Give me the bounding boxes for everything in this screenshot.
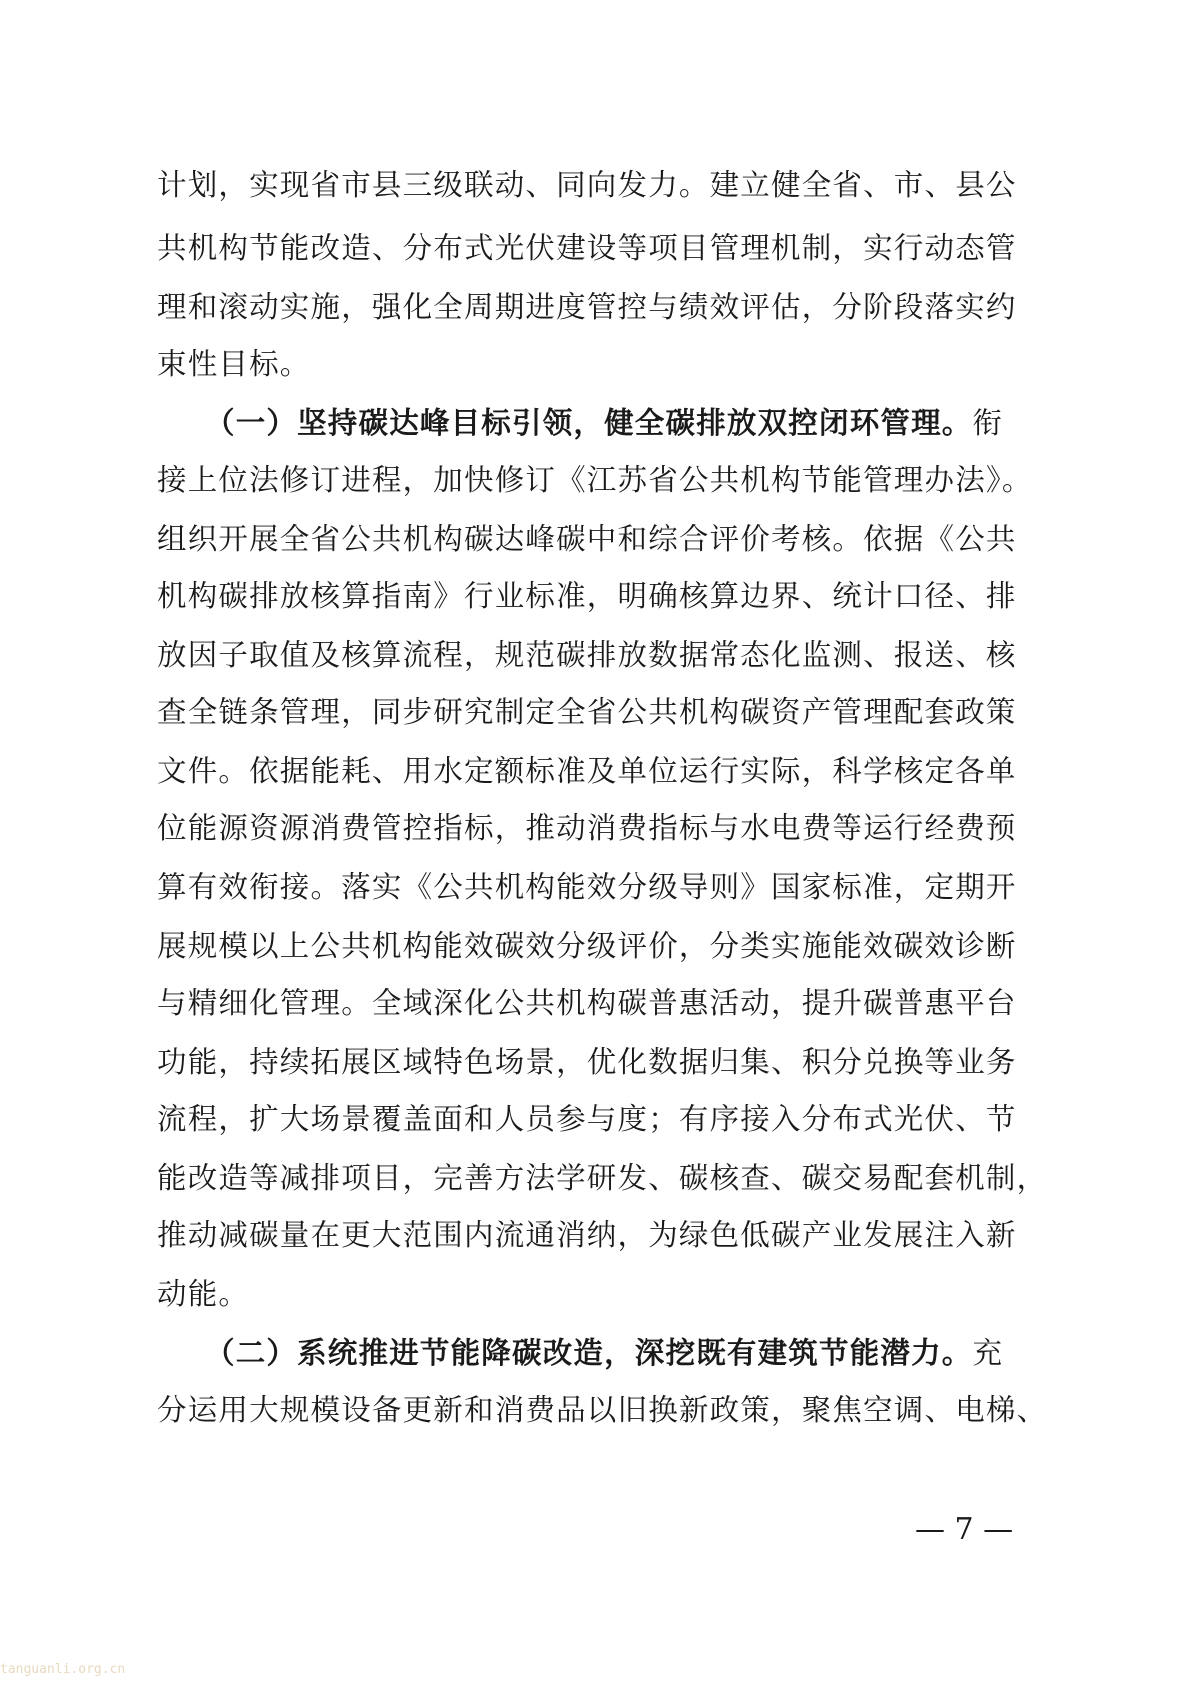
body-line-6: 接上位法修订进程，加快修订《江苏省公共机构节能管理办法》。 xyxy=(157,463,1033,497)
watermark-text: tanguanli.org.cn xyxy=(0,1662,126,1677)
body-line-3: 理和滚动实施，强化全周期进度管控与绩效评估，分阶段落实约 xyxy=(157,290,1017,324)
body-line-2: 共机构节能改造、分布式光伏建设等项目管理机制，实行动态管 xyxy=(157,231,1017,265)
body-line-10: 查全链条管理，同步研究制定全省公共机构碳资产管理配套政策 xyxy=(157,695,1017,729)
section-2-heading-tail: 充 xyxy=(972,1336,1004,1370)
section-2-heading-line xyxy=(205,1333,1037,1373)
body-line-22: 分运用大规模设备更新和消费品以旧换新政策，聚焦空调、电梯、 xyxy=(157,1393,1048,1427)
body-line-8: 机构碳排放核算指南》行业标准，明确核算边界、统计口径、排 xyxy=(157,579,1017,613)
body-line-20: 动能。 xyxy=(157,1277,250,1311)
body-line-9: 放因子取值及核算流程，规范碳排放数据常态化监测、报送、核 xyxy=(157,638,1017,672)
section-1-heading-tail: 衔 xyxy=(972,406,1004,440)
body-line-14: 展规模以上公共机构能效碳效分级评价，分类实施能效碳效诊断 xyxy=(157,929,1017,963)
body-line-16: 功能，持续拓展区域特色场景，优化数据归集、积分兑换等业务 xyxy=(157,1045,1017,1079)
body-line-7: 组织开展全省公共机构碳达峰碳中和综合评价考核。依据《公共 xyxy=(157,522,1017,556)
page-number: — 7 — xyxy=(915,1512,1014,1547)
section-1-heading-line xyxy=(205,403,1037,443)
body-line-11: 文件。依据能耗、用水定额标准及单位运行实际，科学核定各单 xyxy=(157,754,1017,788)
body-line-4: 束性目标。 xyxy=(157,347,311,381)
body-line-1: 计划，实现省市县三级联动、同向发力。建立健全省、市、县公 xyxy=(157,168,1017,202)
body-line-13: 算有效衔接。落实《公共机构能效分级导则》国家标准，定期开 xyxy=(157,870,1017,904)
body-line-12: 位能源资源消费管控指标，推动消费指标与水电费等运行经费预 xyxy=(157,811,1017,845)
body-line-15: 与精细化管理。全域深化公共机构碳普惠活动，提升碳普惠平台 xyxy=(157,986,1017,1020)
body-line-17: 流程，扩大场景覆盖面和人员参与度；有序接入分布式光伏、节 xyxy=(157,1102,1017,1136)
body-line-18: 能改造等减排项目，完善方法学研发、碳核查、碳交易配套机制， xyxy=(157,1161,1048,1195)
section-1-heading: （一）坚持碳达峰目标引领，健全碳排放双控闭环管理。 xyxy=(205,405,973,440)
section-2-heading: （二）系统推进节能降碳改造，深挖既有建筑节能潜力。 xyxy=(205,1335,973,1370)
body-line-19: 推动减碳量在更大范围内流通消纳，为绿色低碳产业发展注入新 xyxy=(157,1218,1017,1252)
